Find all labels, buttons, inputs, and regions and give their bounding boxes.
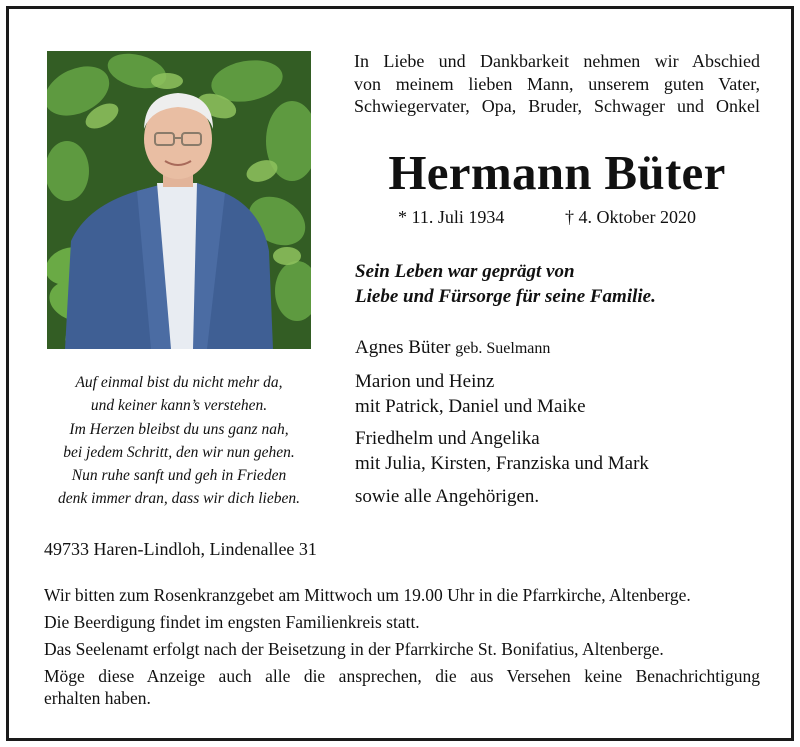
birth-date: * 11. Juli 1934 [398,207,505,227]
deceased-name: Hermann Büter [388,145,726,200]
notification-notice [44,665,760,709]
poem-line: denk immer dran, dass wir dich lieben. [58,490,300,508]
poem-line: Nun ruhe sanft und geh in Frieden [71,467,287,485]
poem [36,371,322,511]
poem-line: und keiner kann’s verstehen. [90,397,268,415]
motto-line: Liebe und Fürsorge für seine Familie. [355,285,656,307]
portrait-photo [47,51,311,349]
family-others: sowie alle Angehörigen. [355,486,540,507]
motto [355,260,775,309]
intro-text [354,50,760,118]
funeral-notice: Die Beerdigung findet im engsten Familienkreis statt. [44,612,420,632]
motto-line: Sein Leben war geprägt von [355,261,575,282]
poem-line: Auf einmal bist du nicht mehr da, [75,374,283,391]
death-date: † 4. Oktober 2020 [565,207,696,227]
spouse [355,335,550,361]
intro-line: Schwiegervater, Opa, Bruder, Schwager und Onkel [354,96,760,116]
poem-line: bei jedem Schritt, den wir nun gehen. [63,443,295,461]
rosary-notice: Wir bitten zum Rosenkranzgebet am Mittwoch um 19.00 Uhr in die Pfarrkirche, Altenberge. [44,585,691,605]
family-group-1 [355,369,586,419]
spouse-maiden-name: geb. Suelmann [455,340,551,357]
family-group-2-line-2: mit Julia, Kirsten, Franziska und Mark [355,453,649,474]
family-group-1-line-2: mit Patrick, Daniel und Maike [355,396,586,417]
notices [44,584,760,709]
requiem-notice: Das Seelenamt erfolgt nach der Beisetzung in der Pfarrkirche St. Bonifatius, Altenberge. [44,639,664,659]
poem-line: Im Herzen bleibst du uns ganz nah, [69,420,289,438]
notification-notice-line-2: erhalten haben. [44,688,151,708]
family-group-2-line-1: Friedhelm und Angelika [355,428,540,449]
family-group-2 [355,426,649,476]
intro-line: In Liebe und Dankbarkeit nehmen wir Abschied [354,51,760,71]
address: 49733 Haren-Lindloh, Lindenallee 31 [44,539,317,559]
spouse-name: Agnes Büter [355,337,451,358]
intro-line: von meinem lieben Mann, unserem guten Vater, [354,73,760,94]
family-group-1-line-1: Marion und Heinz [355,371,495,392]
notification-notice-line-1: Möge diese Anzeige auch alle die ansprechen, die aus Versehen keine Benachrichtigung [44,666,760,686]
